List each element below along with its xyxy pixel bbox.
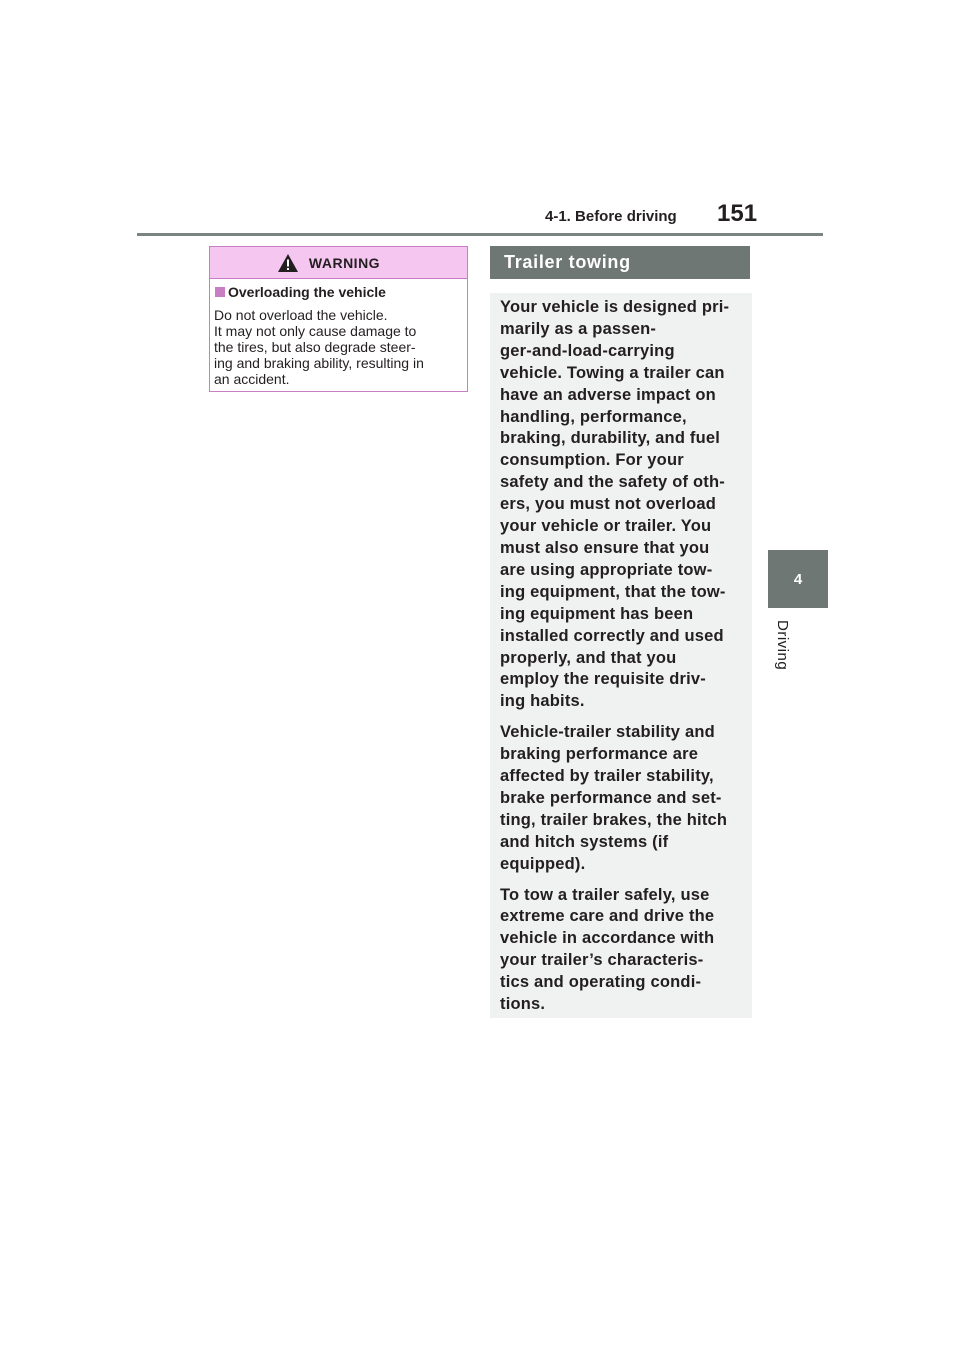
paragraph-line: marily as a passen-	[500, 319, 657, 338]
warning-subheading-text: Overloading the vehicle	[228, 284, 386, 300]
warning-body	[210, 279, 467, 387]
paragraph-line: safety and the safety of oth-	[500, 473, 725, 492]
paragraph-line: properly, and that you	[500, 648, 677, 667]
page-header-section: 4-1. Before driving	[545, 208, 677, 225]
paragraph-line: your trailer’s characteris-	[500, 951, 704, 970]
paragraph-line: your vehicle or trailer. You	[500, 517, 712, 536]
paragraph-line: Your vehicle is designed pri-	[500, 298, 730, 316]
warning-triangle-icon	[277, 253, 299, 273]
warning-line: the tires, but also degrade steer-	[214, 339, 416, 355]
paragraph-line: consumption. For your	[500, 451, 684, 470]
page-number: 151	[717, 200, 758, 227]
chapter-number: 4	[793, 570, 803, 588]
paragraph-line: have an adverse impact on	[500, 385, 716, 404]
paragraph-line: and hitch systems (if	[500, 832, 669, 851]
square-bullet-icon	[215, 287, 225, 297]
paragraph-line: employ the requisite driv-	[500, 670, 706, 689]
warning-line: an accident.	[214, 371, 290, 387]
trailer-towing-body	[490, 293, 752, 1018]
paragraph-line: ers, you must not overload	[500, 495, 717, 514]
chapter-label: Driving	[774, 620, 791, 671]
header-rule	[137, 233, 823, 236]
warning-subheading	[214, 283, 463, 301]
paragraph-line: vehicle. Towing a trailer can	[500, 363, 725, 382]
warning-header	[210, 247, 467, 279]
paragraph-line: braking, durability, and fuel	[500, 429, 721, 448]
paragraph-line: braking performance are	[500, 745, 699, 764]
paragraph-line: equipped).	[500, 854, 586, 873]
trailer-towing-heading: Trailer towing	[490, 246, 750, 279]
warning-line: Do not overload the vehicle.	[214, 307, 388, 323]
paragraph-line: must also ensure that you	[500, 538, 710, 557]
warning-box	[209, 246, 468, 392]
paragraph-line: tions.	[500, 995, 546, 1014]
warning-line: ing and braking ability, resulting in	[214, 355, 424, 371]
paragraph-line: ing habits.	[500, 692, 585, 711]
warning-title: WARNING	[308, 254, 381, 271]
warning-text	[214, 307, 463, 387]
paragraph-line: ting, trailer brakes, the hitch	[500, 810, 728, 829]
paragraph-line: Vehicle-trailer stability and	[500, 723, 715, 742]
paragraph-line: tics and operating condi-	[500, 973, 702, 992]
warning-line: It may not only cause damage to	[214, 323, 417, 339]
paragraph-line: extreme care and drive the	[500, 907, 715, 926]
paragraph-line: ing equipment has been	[500, 604, 694, 623]
paragraph-line: ing equipment, that the tow-	[500, 582, 726, 601]
trailer-towing-paragraph	[500, 722, 744, 875]
paragraph-line: To tow a trailer safely, use	[500, 885, 710, 904]
paragraph-line: affected by trailer stability,	[500, 767, 714, 786]
trailer-towing-paragraph	[500, 885, 744, 1016]
chapter-tab[interactable]	[768, 550, 828, 608]
trailer-towing-paragraph	[500, 297, 744, 713]
paragraph-line: brake performance and set-	[500, 788, 722, 807]
paragraph-line: are using appropriate tow-	[500, 560, 713, 579]
paragraph-line: vehicle in accordance with	[500, 929, 715, 948]
paragraph-line: ger-and-load-carrying	[500, 341, 675, 360]
paragraph-line: handling, performance,	[500, 407, 687, 426]
paragraph-line: installed correctly and used	[500, 626, 724, 645]
